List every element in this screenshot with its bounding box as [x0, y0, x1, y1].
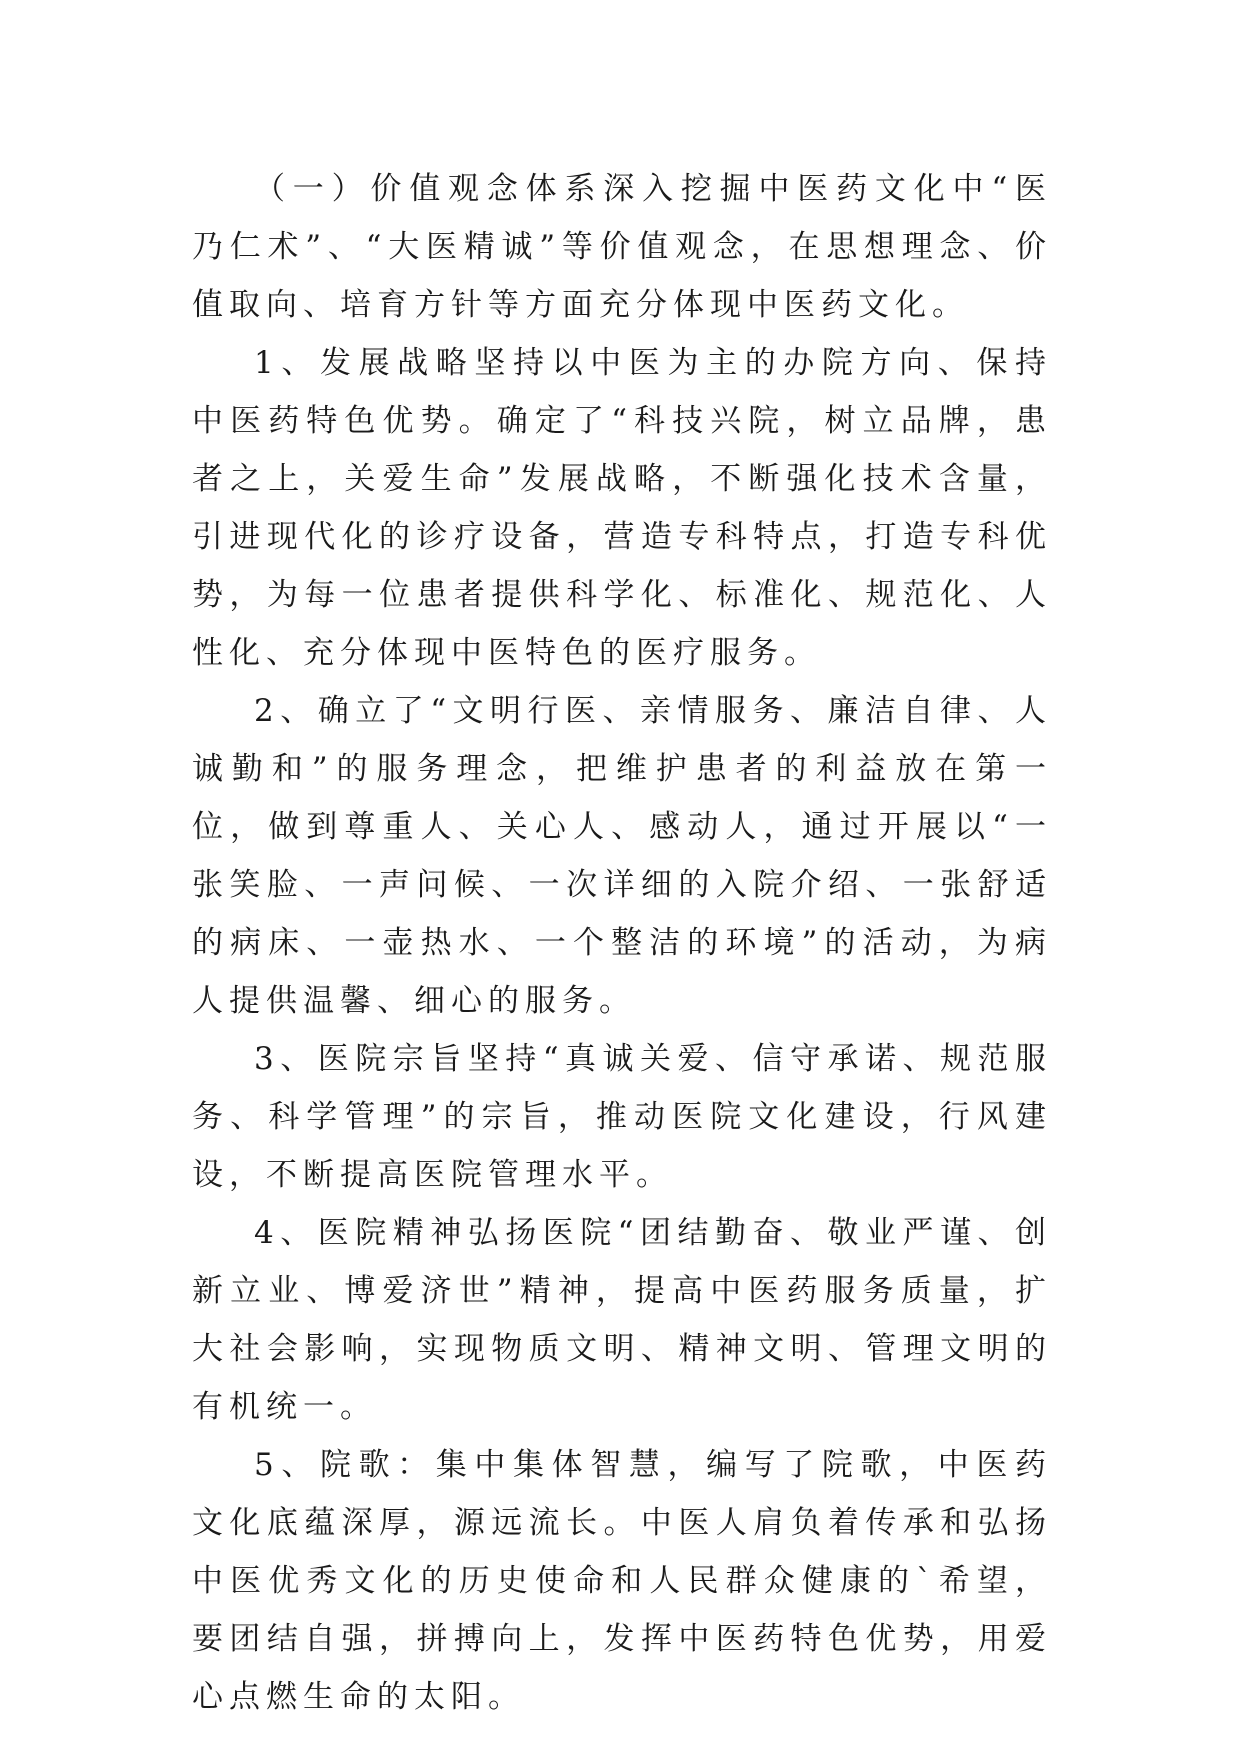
paragraph-hospital-spirit: 4、医院精神弘扬医院“团结勤奋、敬业严谨、创新立业、博爱济世”精神，提高中医药服务质量，扩大社会影响，实现物质文明、精神文明、管理文明的有机统一。 [192, 1215, 1052, 1425]
paragraph-value-system: （一）价值观念体系深入挖掘中医药文化中“医乃仁术”、“大医精诚”等价值观念，在思想理念、价值取向、培育方针等方面充分体现中医药文化。 [192, 171, 1052, 323]
paragraph-hospital-song: 5、院歌：集中集体智慧，编写了院歌，中医药文化底蕴深厚，源远流长。中医人肩负着传承和弘扬中医优秀文化的历史使命和人民群众健康的`希望，要团结自强，拼搏向上，发挥中医药特色优势，用爱心点燃生命的太阳。 [192, 1447, 1052, 1715]
paragraph-hospital-purpose: 3、医院宗旨坚持“真诚关爱、信守承诺、规范服务、科学管理”的宗旨，推动医院文化建设，行风建设，不断提高医院管理水平。 [192, 1041, 1052, 1193]
document-body [192, 160, 1052, 1726]
paragraph-service-concept: 2、确立了“文明行医、亲情服务、廉洁自律、人诚勤和”的服务理念，把维护患者的利益放在第一位，做到尊重人、关心人、感动人，通过开展以“一张笑脸、一声问候、一次详细的入院介绍、一张舒适的病床、一壶热水、一个整洁的环境”的活动，为病人提供温馨、细心的服务。 [192, 693, 1052, 1019]
paragraph-development-strategy: 1、发展战略坚持以中医为主的办院方向、保持中医药特色优势。确定了“科技兴院，树立品牌，患者之上，关爱生命”发展战略，不断强化技术含量，引进现代化的诊疗设备，营造专科特点，打造专科优势，为每一位患者提供科学化、标准化、规范化、人性化、充分体现中医特色的医疗服务。 [192, 345, 1052, 671]
